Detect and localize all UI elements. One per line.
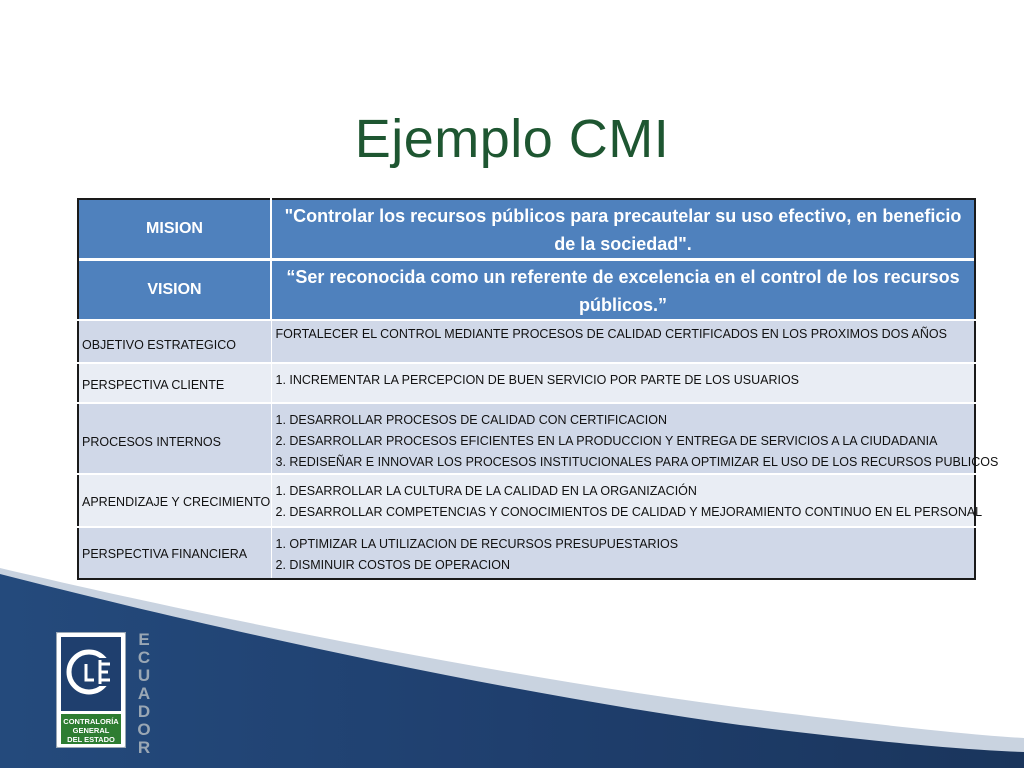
row-line: FORTALECER EL CONTROL MEDIANTE PROCESOS DE CALIDAD CERTIFICADOS EN LOS PROXIMOS DOS AÑOS [275,327,947,341]
row-content [271,474,983,527]
row-line: 1. INCREMENTAR LA PERCEPCION DE BUEN SERVICIO POR PARTE DE LOS USUARIOS [275,373,799,387]
header-label-vision: VISION [78,261,271,320]
row-line: 3. REDISEÑAR E INNOVAR LOS PROCESOS INSTITUCIONALES PARA OPTIMIZAR EL USO DE LOS RECURSOS PUBLICOS [275,455,999,469]
row-line: 2. DESARROLLAR COMPETENCIAS Y CONOCIMIENTOS DE CALIDAD Y MEJORAMIENTO CONTINUO EN EL PERSONAL [275,505,983,519]
header-label-mision: MISION [78,199,271,258]
ecuador-letter: C [137,648,151,667]
row-content [271,320,975,363]
ecuador-letter: O [137,720,151,739]
row-label: APRENDIZAJE Y CRECIMIENTO [78,474,271,527]
table-row-cliente [78,363,975,403]
row-label: PERSPECTIVA FINANCIERA [78,527,271,579]
row-line: 2. DESARROLLAR PROCESOS EFICIENTES EN LA PRODUCCION Y ENTREGA DE SERVICIOS A LA CIUDADANIA [275,434,938,448]
ecuador-letter: A [137,684,151,703]
row-label: PERSPECTIVA CLIENTE [78,363,271,403]
row-line: 1. OPTIMIZAR LA UTILIZACION DE RECURSOS PRESUPUESTARIOS [275,537,679,551]
table-row-aprendizaje [78,474,975,527]
table-row-procesos [78,403,975,474]
ecuador-letter: D [137,702,151,721]
row-line: 2. DISMINUIR COSTOS DE OPERACION [275,558,511,572]
contraloria-logo [56,632,126,748]
row-line: 1. DESARROLLAR LA CULTURA DE LA CALIDAD EN LA ORGANIZACIÓN [275,484,697,498]
cmi-table [77,198,999,580]
ecuador-letter: U [137,666,151,685]
header-value-vision: “Ser reconocida como un referente de excelencia en el control de los recursos públicos.” [271,261,975,320]
logo-name-line-1: CONTRALORÍA [63,717,119,726]
ecuador-vertical-text [134,630,154,754]
table-header-row-mision [78,199,975,258]
ecuador-letter: R [137,738,151,754]
slide-title: Ejemplo CMI [354,109,670,169]
row-label: PROCESOS INTERNOS [78,403,271,474]
header-value-mision: "Controlar los recursos públicos para precautelar su uso efectivo, en beneficio de la sociedad". [271,199,975,258]
row-label: OBJETIVO ESTRATEGICO [78,320,271,363]
logo-name-line-2: GENERAL [72,726,110,735]
row-line: 1. DESARROLLAR PROCESOS DE CALIDAD CON CERTIFICACION [275,413,668,427]
ecuador-letter: E [138,630,150,649]
table-header-row-vision [78,261,975,320]
logo-name-line-3: DEL ESTADO [67,735,115,744]
table-row-objetivo [78,320,975,363]
row-content [271,403,999,474]
row-content [271,363,975,403]
